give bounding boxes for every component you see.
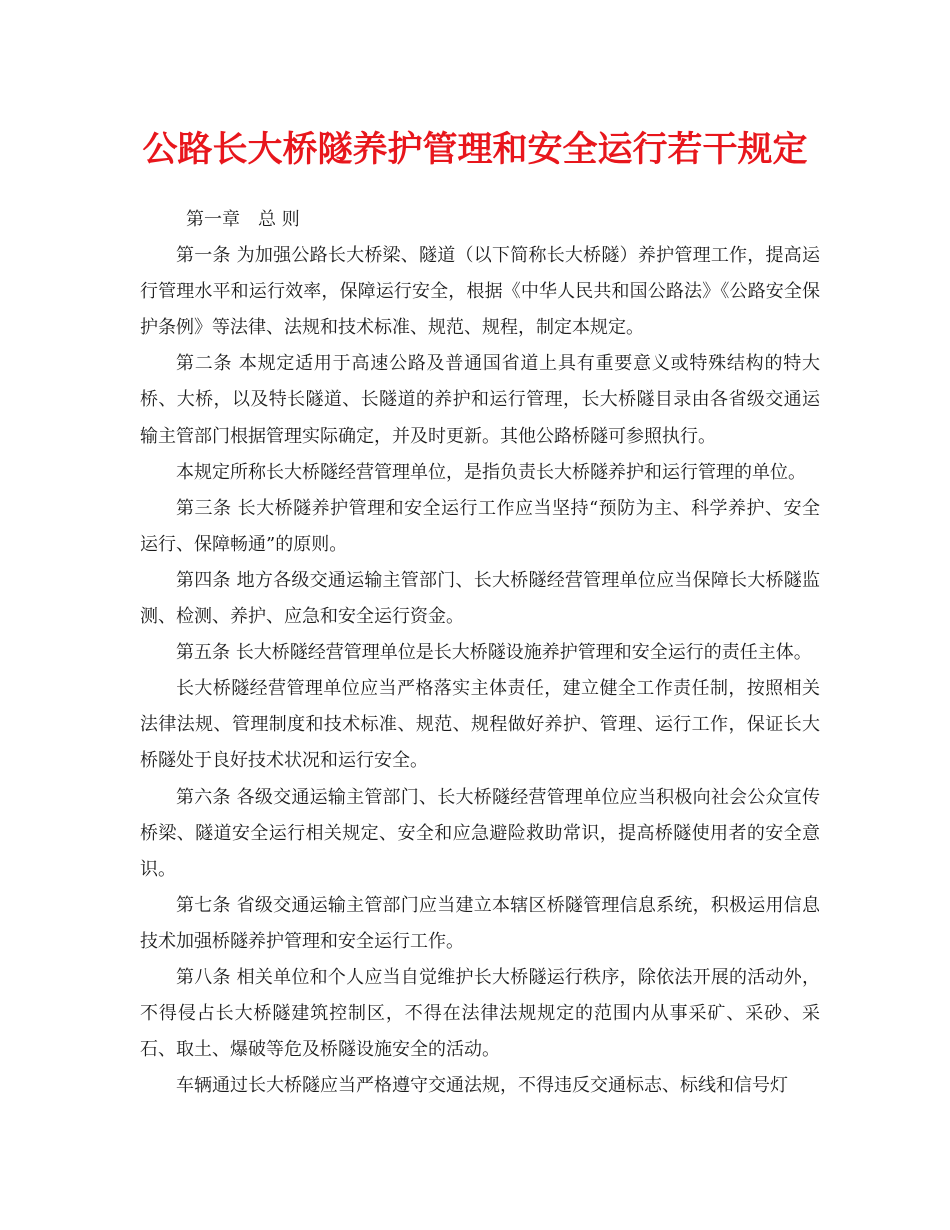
paragraph: 第一条 为加强公路长大桥梁、隧道（以下简称长大桥隧）养护管理工作，提高运行管理水平和运行效率，保障运行安全，根据《中华人民共和国公路法》《公路安全保护条例》等法律、法规和技术标准、规范、规程，制定本规定。 [140,245,820,339]
paragraph: 车辆通过长大桥隧应当严格遵守交通法规，不得违反交通标志、标线和信号灯 [176,1075,788,1097]
document-title: 公路长大桥隧养护管理和安全运行若干规定 [142,129,808,170]
chapter-heading: 第一章 总 则 [186,209,300,230]
paragraph: 长大桥隧经营管理单位应当严格落实主体责任，建立健全工作责任制，按照相关法律法规、管理制度和技术标准、规范、规程做好养护、管理、运行工作，保证长大桥隧处于良好技术状况和运行安全。 [140,678,820,772]
paragraph: 第四条 地方各级交通运输主管部门、长大桥隧经营管理单位应当保障长大桥隧监测、检测、养护、应急和安全运行资金。 [140,569,820,628]
paragraph: 第六条 各级交通运输主管部门、长大桥隧经营管理单位应当积极向社会公众宣传桥梁、隧道安全运行相关规定、安全和应急避险救助常识，提高桥隧使用者的安全意识。 [140,786,820,880]
paragraph: 第二条 本规定适用于高速公路及普通国省道上具有重要意义或特殊结构的特大桥、大桥，以及特长隧道、长隧道的养护和运行管理，长大桥隧目录由各省级交通运输主管部门根据管理实际确定，并及时更新。其他公路桥隧可参照执行。 [140,353,820,447]
document-body [140,202,820,1104]
paragraph: 第五条 长大桥隧经营管理单位是长大桥隧设施养护管理和安全运行的责任主体。 [176,642,812,664]
paragraph: 本规定所称长大桥隧经营管理单位，是指负责长大桥隧养护和运行管理的单位。 [176,461,806,483]
paragraph: 第八条 相关单位和个人应当自觉维护长大桥隧运行秩序，除依法开展的活动外，不得侵占长大桥隧建筑控制区，不得在法律法规规定的范围内从事采矿、采砂、采石、取土、爆破等危及桥隧设施安全的活动。 [140,966,820,1061]
paragraph: 第三条 长大桥隧养护管理和安全运行工作应当坚持“预防为主、科学养护、安全运行、保障畅通”的原则。 [140,497,820,555]
paragraph: 第七条 省级交通运输主管部门应当建立本辖区桥隧管理信息系统，积极运用信息技术加强桥隧养护管理和安全运行工作。 [140,894,820,952]
